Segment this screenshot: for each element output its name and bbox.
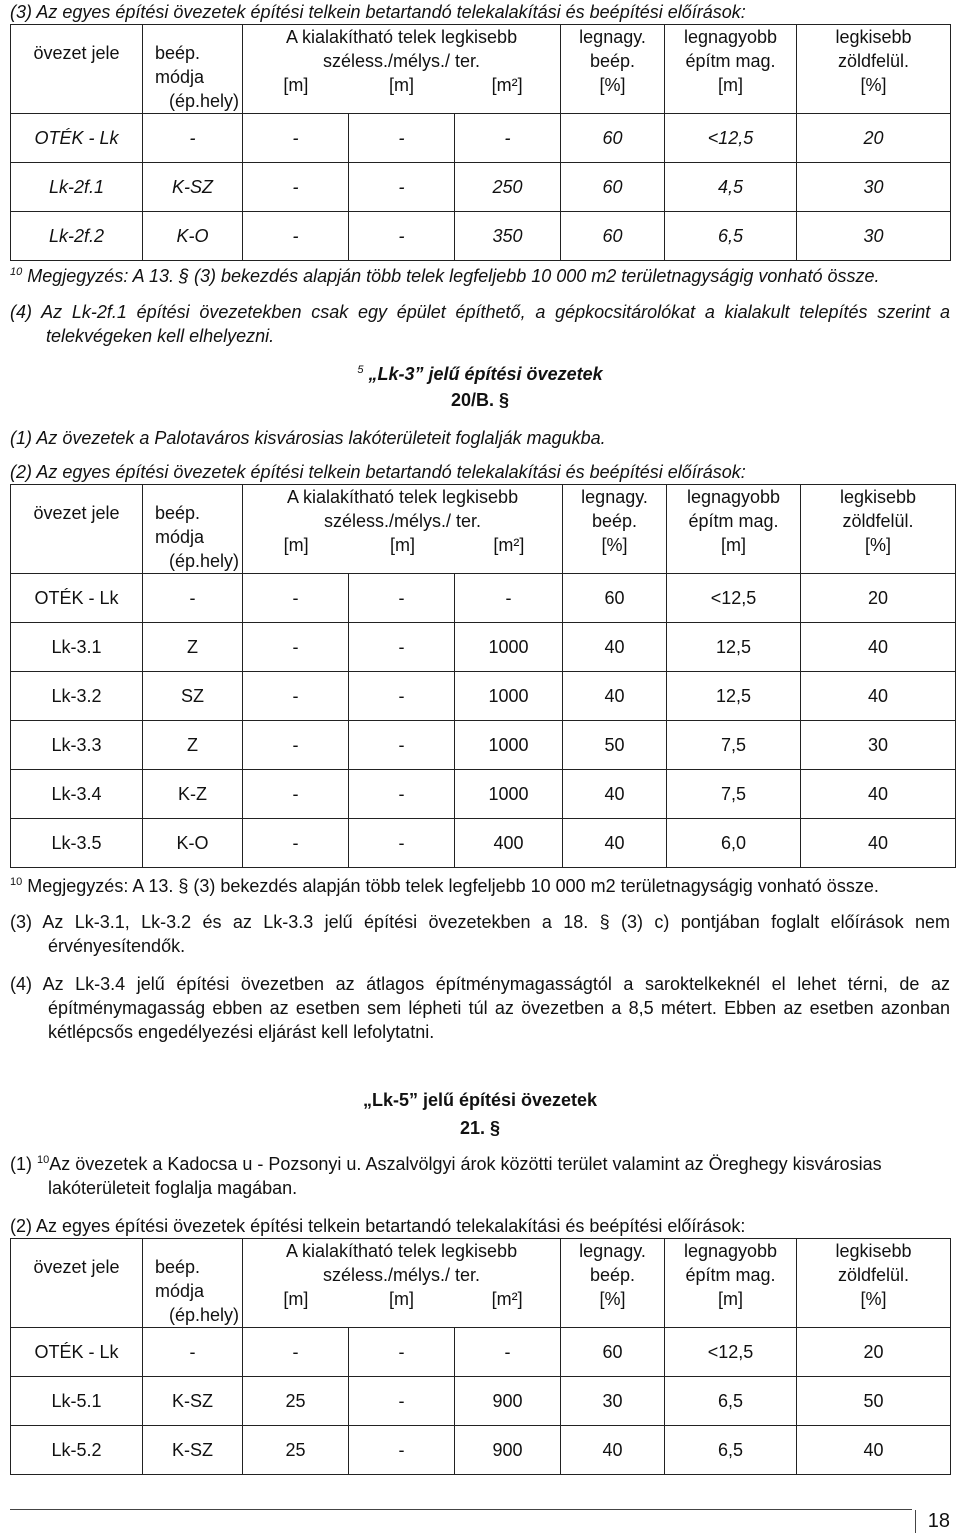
cell-mode: K-O: [143, 212, 243, 261]
header-mode-1: beép. módja: [155, 503, 205, 547]
header-lot-units: [243, 1287, 560, 1311]
table-lk5: [10, 1238, 951, 1475]
header-height-1: legnagyobb: [683, 27, 778, 47]
paragraph-1-text: Az övezetek a Kadocsa u - Pozsonyi u. Aszalvölgyi árok közötti terület valamint az Öreghegy kisvárosias lakóterületeit foglalja magában.: [48, 1154, 882, 1198]
cell-depth: -: [349, 770, 455, 819]
table-row: [11, 574, 956, 623]
header-height-3: [m]: [718, 75, 744, 95]
table-header-row: [11, 1239, 951, 1328]
cell-height: <12,5: [665, 114, 797, 163]
cell-depth: -: [349, 819, 455, 868]
table-row: [11, 770, 956, 819]
cell-height: <12,5: [667, 574, 801, 623]
cell-depth: -: [349, 672, 455, 721]
cell-area: 250: [455, 163, 561, 212]
cell-beep: 30: [561, 1377, 665, 1426]
table-row: [11, 819, 956, 868]
header-lot: [243, 25, 561, 114]
cell-area: 900: [455, 1426, 561, 1475]
table-row: [11, 114, 951, 163]
unit-area: [m²]: [493, 535, 525, 555]
table-body: [11, 1328, 951, 1475]
cell-green: 30: [797, 212, 951, 261]
cell-area: 350: [455, 212, 561, 261]
cell-green: 40: [797, 1426, 951, 1475]
unit-width: [m]: [283, 75, 309, 95]
unit-depth: [m]: [390, 535, 416, 555]
paragraph-2-lk5: (2) Az egyes építési övezetek építési telkein betartandó telekalakítási és beépítési előírások:: [10, 1216, 746, 1236]
cell-mode: SZ: [143, 672, 243, 721]
section-number-lk5: 21. §: [459, 1118, 501, 1138]
paragraph-1-number: (1): [10, 1154, 32, 1174]
cell-area: 1000: [455, 672, 563, 721]
table-header-row: [11, 485, 956, 574]
cell-beep: 60: [563, 574, 667, 623]
table-row: [11, 672, 956, 721]
paragraph-2-lk3: (2) Az egyes építési övezetek építési telkein betartandó telekalakítási és beépítési előírások:: [10, 462, 746, 482]
header-height-3: [m]: [718, 1289, 744, 1309]
cell-mode: -: [143, 574, 243, 623]
header-beep: [561, 1239, 665, 1328]
header-zone: övezet jele: [11, 25, 143, 114]
header-height-1: legnagyobb: [686, 487, 781, 507]
cell-area: -: [455, 114, 561, 163]
cell-green: 20: [797, 1328, 951, 1377]
cell-green: 40: [801, 672, 956, 721]
cell-width: -: [243, 574, 349, 623]
header-mode: [143, 485, 243, 574]
cell-height: 12,5: [667, 623, 801, 672]
cell-area: 1000: [455, 721, 563, 770]
cell-area: 900: [455, 1377, 561, 1426]
note-text: Megjegyzés: A 13. § (3) bekezdés alapján több telek legfeljebb 10 000 m2 területnagyságig vonható össze.: [27, 266, 880, 286]
cell-mode: K-SZ: [143, 1377, 243, 1426]
header-height-2: építm mag.: [688, 511, 779, 531]
header-height: [665, 25, 797, 114]
cell-depth: -: [349, 163, 455, 212]
header-zone: övezet jele: [11, 485, 143, 574]
cell-depth: -: [349, 114, 455, 163]
header-green-1: legkisebb: [835, 1241, 912, 1261]
header-green: [797, 1239, 951, 1328]
header-height-2: építm mag.: [685, 1265, 776, 1285]
cell-mode: K-Z: [143, 770, 243, 819]
cell-zone: Lk-3.4: [11, 770, 143, 819]
cell-green: 40: [801, 819, 956, 868]
header-beep: [563, 485, 667, 574]
table-row: [11, 163, 951, 212]
cell-zone: OTÉK - Lk: [11, 574, 143, 623]
cell-width: 25: [243, 1377, 349, 1426]
cell-zone: Lk-5.1: [11, 1377, 143, 1426]
cell-beep: 40: [563, 672, 667, 721]
cell-green: 30: [801, 721, 956, 770]
cell-mode: -: [143, 114, 243, 163]
cell-height: <12,5: [665, 1328, 797, 1377]
section-number-lk3: 20/B. §: [450, 390, 510, 410]
header-lot-units: [243, 73, 560, 97]
footnote-ref: 10: [37, 1154, 50, 1166]
cell-depth: -: [349, 623, 455, 672]
header-mode-2: (ép.hely): [169, 551, 240, 571]
cell-width: -: [243, 623, 349, 672]
cell-height: 6,0: [667, 819, 801, 868]
header-mode-1: beép. módja: [155, 43, 205, 87]
header-green-2: zöldfelül.: [838, 1265, 910, 1285]
cell-area: 1000: [455, 623, 563, 672]
cell-width: -: [243, 819, 349, 868]
note-lk3: [10, 874, 950, 898]
cell-beep: 40: [563, 623, 667, 672]
header-green-1: legkisebb: [840, 487, 917, 507]
paragraph-3-lk3: [10, 910, 950, 958]
section-title-text: „Lk-3” jelű építési övezetek: [368, 364, 603, 384]
cell-mode: Z: [143, 721, 243, 770]
cell-width: -: [243, 1328, 349, 1377]
cell-zone: Lk-2f.1: [11, 163, 143, 212]
header-lot-1: A kialakítható telek legkisebb: [286, 487, 519, 507]
cell-zone: Lk-3.3: [11, 721, 143, 770]
cell-height: 6,5: [665, 1377, 797, 1426]
header-green-2: zöldfelül.: [842, 511, 914, 531]
header-lot: [243, 1239, 561, 1328]
table-row: [11, 1377, 951, 1426]
cell-beep: 40: [563, 770, 667, 819]
header-green: [797, 25, 951, 114]
header-lot-units: [243, 533, 562, 557]
cell-green: 40: [801, 623, 956, 672]
cell-green: 20: [801, 574, 956, 623]
cell-zone: Lk-3.2: [11, 672, 143, 721]
title-footnote-ref: 5: [357, 364, 364, 376]
header-beep-2: beép.: [592, 511, 638, 531]
header-green: [801, 485, 956, 574]
cell-mode: Z: [143, 623, 243, 672]
header-mode: [143, 1239, 243, 1328]
cell-height: 12,5: [667, 672, 801, 721]
unit-width: [m]: [283, 535, 309, 555]
cell-beep: 60: [561, 212, 665, 261]
cell-beep: 60: [561, 1328, 665, 1377]
header-green-3: [%]: [860, 1289, 887, 1309]
cell-beep: 60: [561, 163, 665, 212]
header-lot: [243, 485, 563, 574]
intro-paragraph-top: (3) Az egyes építési övezetek építési telkein betartandó telekalakítási és beépítési előírások:: [10, 2, 746, 22]
header-beep-1: legnagy.: [579, 1241, 646, 1261]
unit-area: [m²]: [491, 1289, 523, 1309]
cell-depth: -: [349, 721, 455, 770]
cell-zone: Lk-3.1: [11, 623, 143, 672]
header-mode-2: (ép.hely): [169, 91, 240, 111]
table-body: [11, 114, 951, 261]
cell-height: 7,5: [667, 770, 801, 819]
header-beep-3: [%]: [599, 75, 626, 95]
paragraph-3-text: (3) Az Lk-3.1, Lk-3.2 és az Lk-3.3 jelű építési övezetekben a 18. § (3) c) pontjában foglalt előírások nem érvényesítendők.: [10, 912, 950, 956]
cell-width: -: [243, 163, 349, 212]
header-lot-1: A kialakítható telek legkisebb: [285, 1241, 518, 1261]
cell-beep: 50: [563, 721, 667, 770]
cell-depth: -: [349, 574, 455, 623]
paragraph-1-lk3: (1) Az övezetek a Palotaváros kisvárosias lakóterületeit foglalják magukba.: [10, 428, 606, 448]
header-lot-2: széless./mélys./ ter.: [323, 511, 482, 531]
cell-zone: Lk-3.5: [11, 819, 143, 868]
unit-depth: [m]: [389, 1289, 414, 1309]
header-zone: övezet jele: [11, 1239, 143, 1328]
header-green-2: zöldfelül.: [838, 51, 910, 71]
header-beep-1: legnagy.: [579, 27, 646, 47]
header-mode: [143, 25, 243, 114]
header-mode-2: (ép.hely): [169, 1305, 240, 1325]
section-title-lk3: [340, 364, 620, 385]
cell-depth: -: [349, 1328, 455, 1377]
cell-zone: OTÉK - Lk: [11, 1328, 143, 1377]
cell-mode: -: [143, 1328, 243, 1377]
cell-mode: K-O: [143, 819, 243, 868]
cell-area: -: [455, 1328, 561, 1377]
header-beep-2: beép.: [590, 51, 636, 71]
header-lot-2: széless./mélys./ ter.: [322, 1265, 481, 1285]
cell-zone: Lk-5.2: [11, 1426, 143, 1475]
unit-area: [m²]: [491, 75, 523, 95]
header-beep-1: legnagy.: [581, 487, 648, 507]
cell-depth: -: [349, 212, 455, 261]
header-mode-1: beép. módja: [155, 1257, 205, 1301]
cell-mode: K-SZ: [143, 163, 243, 212]
cell-zone: Lk-2f.2: [11, 212, 143, 261]
cell-width: -: [243, 212, 349, 261]
cell-width: -: [243, 721, 349, 770]
cell-green: 50: [797, 1377, 951, 1426]
cell-green: 20: [797, 114, 951, 163]
paragraph-4-top: [10, 300, 950, 348]
table-row: [11, 721, 956, 770]
header-height-3: [m]: [721, 535, 747, 555]
header-lot-1: A kialakítható telek legkisebb: [285, 27, 518, 47]
cell-width: -: [243, 114, 349, 163]
table-row: [11, 1426, 951, 1475]
header-green-1: legkisebb: [835, 27, 912, 47]
header-height: [667, 485, 801, 574]
page-number: 18: [915, 1510, 950, 1533]
header-height-2: építm mag.: [685, 51, 776, 71]
table-body: [11, 574, 956, 868]
paragraph-4-text: (4) Az Lk-3.4 jelű építési övezetben az átlagos építménymagasságtól a saroktelkeknél el lehet térni, de az építménymagasság ebben az esetben sem lépheti túl az övezetben a 8,5 métert. Ebben az esetben azonban kétlépcsős engedélyezési eljárást kell lefolytatni.: [10, 974, 950, 1042]
cell-area: 1000: [455, 770, 563, 819]
cell-depth: -: [349, 1426, 455, 1475]
cell-beep: 40: [563, 819, 667, 868]
header-beep: [561, 25, 665, 114]
cell-green: 40: [801, 770, 956, 819]
header-height: [665, 1239, 797, 1328]
section-title-lk5: „Lk-5” jelű építési övezetek: [362, 1090, 598, 1110]
footnote-ref: 10: [10, 266, 23, 278]
header-green-3: [%]: [860, 75, 887, 95]
cell-height: 7,5: [667, 721, 801, 770]
cell-area: 400: [455, 819, 563, 868]
cell-height: 4,5: [665, 163, 797, 212]
cell-width: -: [243, 770, 349, 819]
cell-height: 6,5: [665, 1426, 797, 1475]
paragraph-1-body: [10, 1152, 950, 1200]
table-row: [11, 212, 951, 261]
table-lk2f: [10, 24, 951, 261]
note-top: [10, 264, 950, 288]
table-lk3: [10, 484, 956, 868]
table-header-row: [11, 25, 951, 114]
header-beep-2: beép.: [590, 1265, 636, 1285]
table-row: [11, 623, 956, 672]
header-green-3: [%]: [865, 535, 892, 555]
unit-width: [m]: [283, 1289, 309, 1309]
cell-width: 25: [243, 1426, 349, 1475]
cell-mode: K-SZ: [143, 1426, 243, 1475]
cell-zone: OTÉK - Lk: [11, 114, 143, 163]
cell-beep: 60: [561, 114, 665, 163]
cell-depth: -: [349, 1377, 455, 1426]
header-height-1: legnagyobb: [683, 1241, 778, 1261]
table-row: [11, 1328, 951, 1377]
header-beep-3: [%]: [599, 1289, 626, 1309]
cell-width: -: [243, 672, 349, 721]
footer-rule: [10, 1509, 912, 1510]
paragraph-4-text: (4) Az Lk-2f.1 építési övezetekben csak egy épület építhető, a gépkocsitárolókat a kialakult telepítés szerint a telekvégeken kell elhelyezni.: [10, 302, 950, 346]
footnote-ref: 10: [10, 876, 23, 888]
header-lot-2: széless./mélys./ ter.: [322, 51, 481, 71]
header-beep-3: [%]: [601, 535, 628, 555]
paragraph-1-lk5: [10, 1152, 950, 1200]
cell-height: 6,5: [665, 212, 797, 261]
note-text: Megjegyzés: A 13. § (3) bekezdés alapján több telek legfeljebb 10 000 m2 területnagyságig vonható össze.: [27, 876, 879, 896]
cell-area: -: [455, 574, 563, 623]
cell-green: 30: [797, 163, 951, 212]
paragraph-4-lk3: [10, 972, 950, 1044]
unit-depth: [m]: [389, 75, 414, 95]
cell-beep: 40: [561, 1426, 665, 1475]
